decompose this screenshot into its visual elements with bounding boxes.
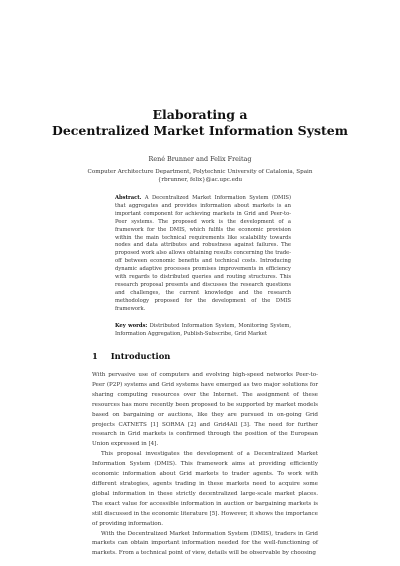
- section-heading: [92, 351, 170, 361]
- abstract-label: Abstract.: [115, 195, 142, 201]
- abstract-text: A Decentralized Market Information System (DMIS) that aggregates and provides information about markets is an important component for achieving markets in Grid and Peer-to-Peer systems. The proposed work is the development of a framework for the DMIS, which fulfils the economic provision within the main technical requirements like scalability towards nodes and data attributes and robustness against failures. The proposed work also allows obtaining results concerning the trade-off between economic benefits and technical costs. Introducing dynamic adaptive processes promises improvements in efficiency with regards to distributed queries and routing structures. This research proposal presents and discusses the research questions and challenges, the current knowledge and the research methodology proposed for the development of the DMIS framework.: [115, 195, 291, 312]
- affiliation: [0, 168, 400, 184]
- keywords: [115, 323, 291, 339]
- keywords-text: Distributed Information System, Monitoring System, Information Aggregation, Publish-Subscribe, Grid Market: [115, 323, 291, 337]
- affiliation-email: {rbrunner, felix}@ac.upc.edu: [157, 177, 243, 183]
- paragraph-3: With the Decentralized Market Information System (DMIS), traders in Grid markets can obtain important information needed for the well-functioning of markets. From a technical point of view, details will be observable by choosing: [92, 530, 318, 557]
- section-number: 1: [92, 351, 98, 361]
- body-text: [92, 371, 318, 559]
- title-line-1: Elaborating a: [152, 107, 248, 122]
- paper-title: [0, 107, 400, 139]
- abstract: [115, 195, 291, 314]
- title-line-2: Decentralized Market Information System: [52, 123, 348, 138]
- keywords-label: Key words:: [115, 323, 148, 329]
- affiliation-department: Computer Architecture Department, Polytechnic University of Catalonia, Spain: [87, 169, 313, 175]
- paragraph-1: With pervasive use of computers and evolving high-speed networks Peer-to-Peer (P2P) systems and Grid systems have emerged as two major solutions for sharing computing resources over the Internet. The assignment of these resources has more recently been proposed to be supported by market models based on bargaining or auctions, like they are pursued in on-going Grid projects CATNETS [1] SORMA [2] and Grid4All [3]. The need for further research in Grid markets is confirmed through the position of the European Union expressed in [4].: [92, 372, 318, 448]
- section-title: Introduction: [110, 351, 171, 361]
- paragraph-2: This proposal investigates the development of a Decentralized Market Information System (DMIS). This framework aims at providing efficiently economic information about Grid markets to trader agents. To work with different strategies, agents trading in these markets need to acquire some global information in these strictly decentralized large-scale market places. The exact value for accessible information in auction or bargaining markets is still discussed in the economic literature [5]. However, it shows the importance of providing information.: [92, 451, 318, 527]
- authors: René Brunner and Felix Freitag: [148, 155, 252, 163]
